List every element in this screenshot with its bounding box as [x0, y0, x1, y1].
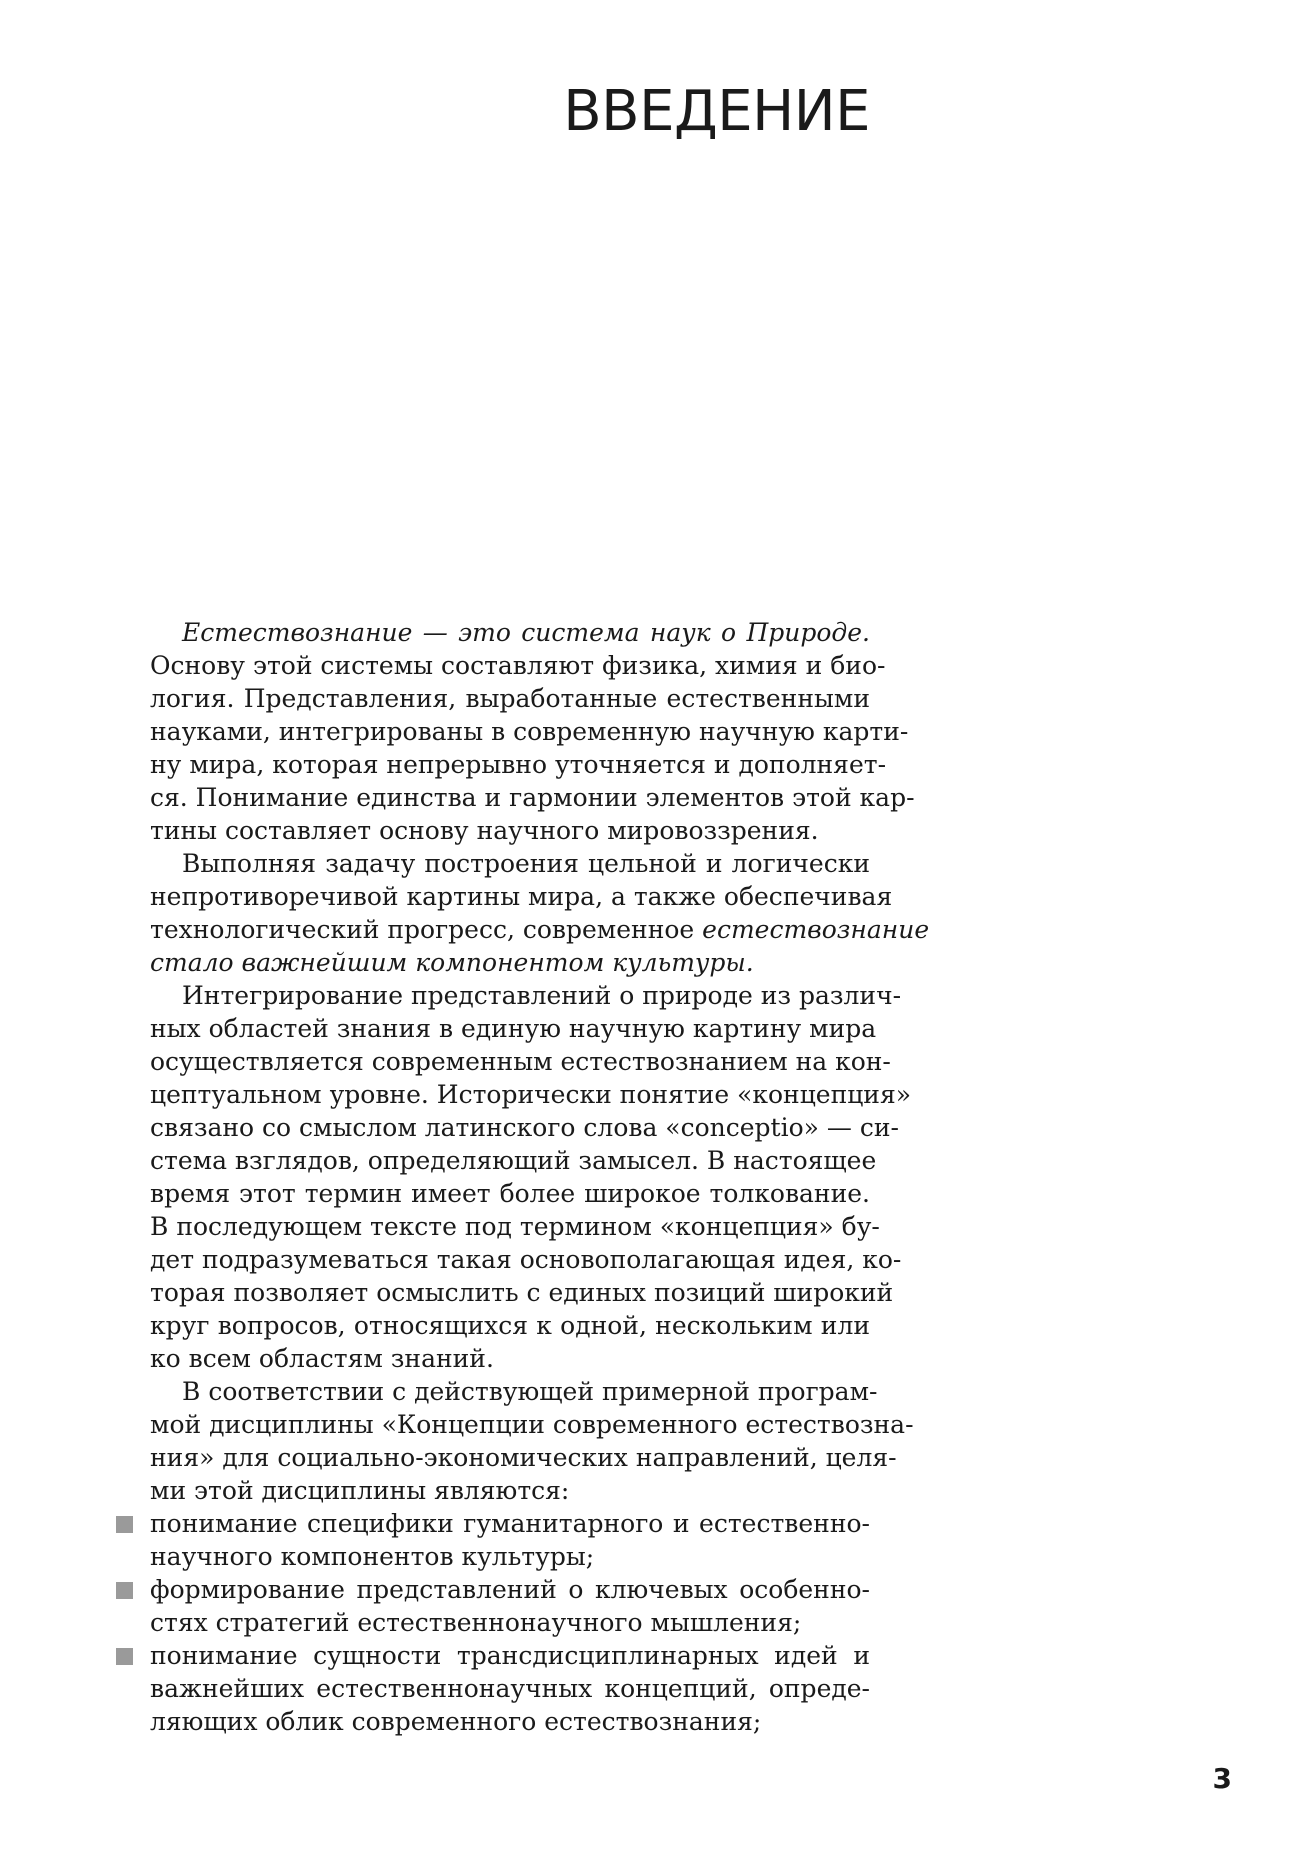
chapter-title: ВВЕДЕНИЕ: [563, 79, 870, 144]
paragraph-line: время этот термин имеет более широкое толкование.: [150, 1179, 870, 1208]
paragraph-line: мой дисциплины «Концепции современного естествозна-: [150, 1410, 914, 1439]
list-item: [150, 1573, 870, 1639]
paragraph-line: осуществляется современным естествознанием на кон-: [150, 1047, 891, 1076]
paragraph-line: В последующем тексте под термином «концепция» бу-: [150, 1212, 880, 1241]
paragraph-line: В соответствии с действующей примерной програм-: [182, 1377, 878, 1406]
list-item-line: важнейших естественнонаучных концепций, опреде-: [150, 1674, 870, 1703]
paragraph-line: ся. Понимание единства и гармонии элементов этой кар-: [150, 783, 915, 812]
paragraph-line: непротиворечивой картины мира, а также обеспечивая: [150, 882, 893, 911]
paragraph: [150, 1375, 914, 1507]
paragraph: [150, 616, 915, 847]
paragraph-line: ных областей знания в единую научную картину мира: [150, 1014, 877, 1043]
goals-list: [150, 1507, 870, 1738]
list-item: [150, 1507, 870, 1573]
paragraph-line: технологический прогресс, современное: [150, 915, 695, 944]
list-item: [150, 1639, 870, 1738]
body-text: [150, 616, 930, 1738]
paragraph-line: ми этой дисциплины являются:: [150, 1476, 570, 1505]
paragraph-line: круг вопросов, относящихся к одной, нескольким или: [150, 1311, 870, 1340]
list-item-line: понимание специфики гуманитарного и естественно-: [150, 1509, 870, 1538]
list-item-line: научного компонентов культуры;: [150, 1542, 595, 1571]
square-bullet-icon: [116, 1648, 133, 1665]
paragraph: [150, 979, 912, 1375]
paragraph-line: цептуальном уровне. Исторически понятие «концепция»: [150, 1080, 912, 1109]
paragraph-line: Выполняя задачу построения цельной и логически: [182, 849, 870, 878]
paragraph-line: тины составляет основу научного мировоззрения.: [150, 816, 819, 845]
list-item-line: стях стратегий естественнонаучного мышления;: [150, 1608, 802, 1637]
paragraph-line: науками, интегрированы в современную научную карти-: [150, 717, 909, 746]
paragraph-line: стема взглядов, определяющий замысел. В настоящее: [150, 1146, 877, 1175]
list-item-line: понимание сущности трансдисциплинарных идей и: [150, 1641, 870, 1670]
paragraph-line-emphasis: стало важнейшим компонентом культуры.: [150, 948, 754, 977]
paragraph-line: связано со смыслом латинского слова «conceptio» — си-: [150, 1113, 899, 1142]
paragraph: [150, 847, 930, 979]
list-item-line: формирование представлений о ключевых особенно-: [150, 1575, 870, 1604]
paragraph-line: Основу этой системы составляют физика, химия и био-: [150, 651, 886, 680]
paragraph-line: ко всем областям знаний.: [150, 1344, 494, 1373]
paragraph-line: Естествознание — это система наук о Природе.: [182, 618, 870, 647]
paragraph-line: ния» для социально-экономических направлений, целя-: [150, 1443, 897, 1472]
paragraph-line: ну мира, которая непрерывно уточняется и дополняет-: [150, 750, 887, 779]
square-bullet-icon: [116, 1582, 133, 1599]
paragraph-line: Интегрирование представлений о природе из различ-: [182, 981, 902, 1010]
paragraph-line-emphasis: естествознание: [702, 915, 930, 944]
paragraph-line: торая позволяет осмыслить с единых позиций широкий: [150, 1278, 894, 1307]
paragraph-line: логия. Представления, выработанные естественными: [150, 684, 870, 713]
page-number: 3: [1212, 1762, 1232, 1795]
square-bullet-icon: [116, 1516, 133, 1533]
list-item-line: ляющих облик современного естествознания;: [150, 1707, 762, 1736]
paragraph-line: дет подразумеваться такая основополагающая идея, ко-: [150, 1245, 902, 1274]
